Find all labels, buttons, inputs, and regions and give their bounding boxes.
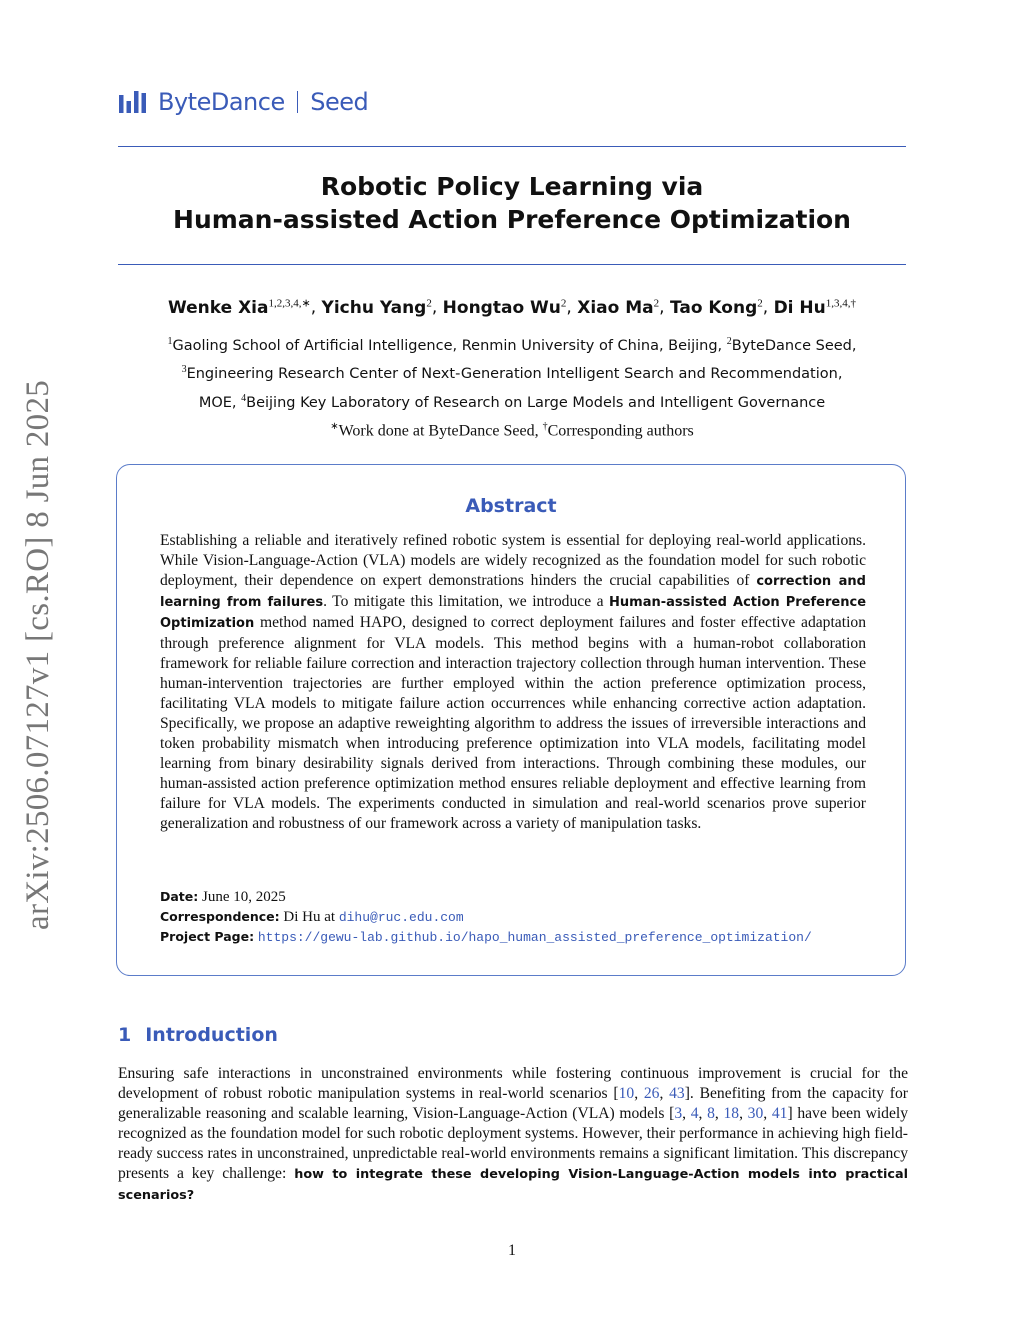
- title-top-rule: [118, 146, 906, 147]
- brand-team: Seed: [310, 88, 369, 116]
- title-line-2: Human-assisted Action Preference Optimization: [173, 205, 851, 234]
- author: Yichu Yang$^2$: [321, 297, 432, 318]
- citation-link[interactable]: 8: [707, 1105, 715, 1122]
- citation-link[interactable]: 3: [674, 1105, 683, 1122]
- author: Hongtao Wu$^2$: [442, 297, 567, 318]
- title-bottom-rule: [118, 264, 906, 265]
- citation-link[interactable]: 26: [643, 1085, 660, 1102]
- citation-link[interactable]: 4: [690, 1105, 699, 1122]
- correspondence-email-link[interactable]: dihu@ruc.edu.com: [338, 910, 464, 925]
- citation-link[interactable]: 10: [618, 1085, 635, 1102]
- brand-company: ByteDance: [158, 88, 285, 116]
- project-page-link[interactable]: https://gewu-lab.github.io/hapo_human_assisted_preference_optimization/: [257, 930, 812, 945]
- paper-title: [118, 170, 906, 236]
- bytedance-seed-logo: [118, 86, 368, 118]
- affiliation-3-cont: MOE,: [198, 394, 237, 411]
- author-footnote: ∗Work done at ByteDance Seed, †Corresponding authors: [330, 421, 694, 440]
- author: Di $Hu^{1,3,4,\dagger}$: [773, 297, 856, 318]
- abstract-heading: Abstract: [465, 495, 557, 517]
- correspondence-row: Correspondence: Di Hu at dihu@ruc.edu.com: [160, 909, 464, 925]
- brand-separator: [297, 91, 299, 113]
- citation-link[interactable]: 30: [747, 1105, 764, 1122]
- title-line-1: Robotic Policy Learning via: [320, 172, 704, 201]
- page-number: 1: [508, 1242, 516, 1259]
- date-row: Date: June 10, 2025: [160, 889, 286, 905]
- abstract-text: Establishing a reliable and iteratively refined robotic system is essential for deploying real-world applications. While Vision-Language-Action (VLA) models are widely recognized as the foundation model for such robotic deployment, their dependence on expert demonstrations hinders the crucial capabilities of correction and learning from failures. To mitigate this limitation, we introduce a Human-assisted Action Preference Optimization method named HAPO, designed to correct deployment failures and foster effective adaptation through preference alignment for VLA models. This method begins with a human-robot collaboration framework for reliable failure correction and interaction trajectory collection through human intervention. These human-intervention trajectories are further employed within the action preference optimization process, facilitating VLA models to mitigate failure action occurrences while enhancing corrective action adaptation. Specifically, we propose an adaptive reweighting algorithm to address the issues of irreversible interactions and token probability mismatch when introducing preference optimization into VLA models, facilitating model learning from binary desirability signals derived from interactions. Through combining these modules, our human-assisted action preference optimization method ensures reliable deployment and effective learning from failure for VLA models. The experiments conducted in simulation and real-world scenarios prove superior generalization and robustness of our framework across a variety of manipulation tasks.: [160, 532, 867, 832]
- section-heading-introduction: 1 Introduction: [118, 1024, 278, 1046]
- citation-link[interactable]: 41: [771, 1105, 788, 1122]
- affiliation-3: Engineering Research Center of Next-Generation Intelligent Search and Recommendation,: [186, 366, 843, 383]
- author: Wenke Xia$^{1,2,3,4,∗}$: [168, 297, 311, 318]
- affiliation-1: Gaoling School of Artificial Intelligence, Renmin University of China, Beijing,: [172, 337, 723, 354]
- affiliation-4: Beijing Key Laboratory of Research on Large Models and Intelligent Governance: [246, 394, 826, 411]
- author: Tao Kong$^2$: [669, 297, 763, 318]
- citation-link[interactable]: 43: [669, 1085, 685, 1102]
- introduction-text: Ensuring safe interactions in unconstrained environments while fostering continuous improvement is crucial for the development of robust robotic manipulation systems in real-world scenarios [10, 26, 43]. Benefiting from the capacity for generalizable reasoning and scalable learning, Vision-Language-Action (VLA) models [3, 4, 8, 18, 30, 41] have been widely recognized as the foundation model for such robotic deployment systems. However, their performance in achieving high field-ready success rates in unconstrained, unpredictable real-world environments remains a significant limitation. This discrepancy presents a key challenge: how to integrate these developing Vision-Language-Action models into practical scenarios?: [118, 1065, 909, 1203]
- abstract-box: [116, 464, 906, 976]
- citation-link[interactable]: 18: [723, 1105, 740, 1122]
- affiliation-2: ByteDance Seed,: [731, 337, 857, 354]
- arxiv-identifier-stamp: arXiv:2506.07127v1 [cs.RO] 8 Jun 2025: [20, 379, 56, 930]
- affiliations: $^1$Gaoling School of Artificial Intelligence, Renmin University of China, Beijing, $^2$ByteDance Seed, $^3$Engineering Research Center of Next-Generation Intelligent Search and Recommendation, MOE, $^4$Beijing Key Laboratory of Research on Large Models and Intelligent Governance: [167, 336, 857, 411]
- bytedance-bars-icon: [118, 89, 150, 115]
- author-list: Wenke Xia$^{1,2,3,4,∗}$, Yichu Yang$^2$, Hongtao Wu$^2$, Xiao Ma$^2$, Tao Kong$^2$, Di $Hu^{1,3,4,\dagger}$: [168, 297, 856, 318]
- project-page-row: Project Page: https://gewu-lab.github.io/hapo_human_assisted_preference_optimization/: [160, 929, 812, 945]
- author: Xiao Ma$^2$: [577, 297, 660, 318]
